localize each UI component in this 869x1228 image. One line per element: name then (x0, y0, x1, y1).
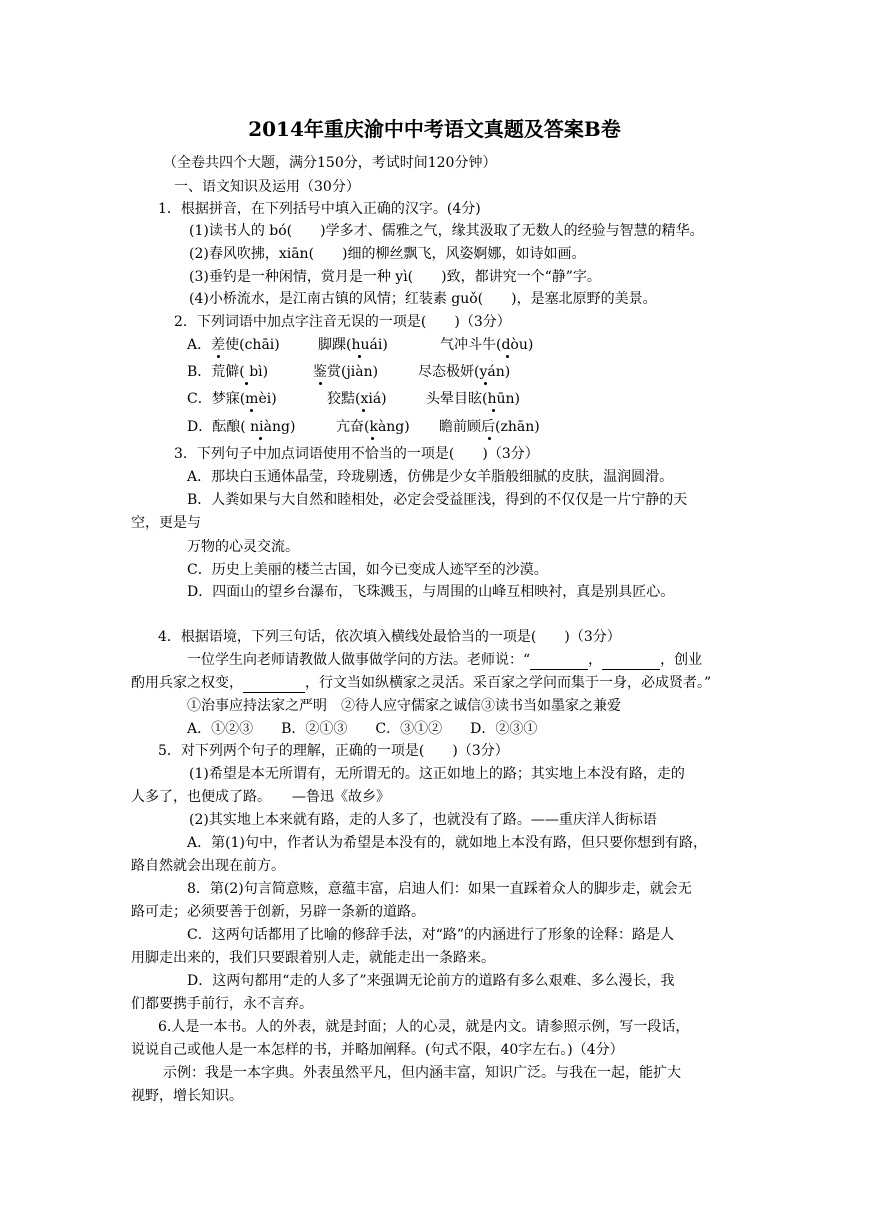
question-5-sentence-1-cont: 人多了，也便成了路。 —鲁迅《故乡》 (131, 789, 390, 805)
document-title: 2014年重庆渝中中考语文真题及答案B卷 (248, 117, 621, 141)
passage-text: ， (588, 652, 603, 668)
dotted-char: 鉴 (313, 364, 327, 380)
question-2-option-d-word2 (336, 418, 410, 436)
word-text: 使(chāi) (225, 337, 280, 353)
dotted-char: 寐(mèi) (225, 391, 277, 407)
option-letter: C． (187, 391, 212, 407)
question-1-stem: 1．根据拼音，在下列括号中填入正确的汉字。(4分) (158, 201, 481, 217)
question-6-stem-cont: 说说自己或他人是一本怎样的书，并略加阐释。(句式不限，40字左右。)（4分） (131, 1042, 624, 1058)
question-4-passage-line1 (187, 651, 702, 670)
question-5-option-c-cont: 用脚走出来的，我们只要跟着别人走，就能走出一条路来。 (131, 950, 495, 966)
question-4-sentences: ①治事应持法家之严明 ②待人应守儒家之诚信③读书当如墨家之兼爱 (187, 698, 621, 714)
dotted-char: 牛(dòu) (482, 337, 534, 353)
question-2-option-d-word3 (439, 418, 540, 436)
question-1-item: (4)小桥流水，是江南古镇的风情；红装素 guǒ( )，是塞北原野的美景。 (189, 291, 657, 307)
word-text: 酝 (212, 419, 227, 435)
dotted-char: 踝(huái) (332, 337, 388, 353)
word-text: 头晕目 (426, 391, 468, 407)
question-2-option-b-word3 (418, 363, 510, 381)
question-6-example-cont: 视野，增长知识。 (131, 1088, 243, 1104)
passage-text: ，创业 (660, 652, 703, 668)
question-2-option-a-word2 (318, 336, 388, 354)
option-letter: A． (187, 337, 212, 353)
word-text: 梦 (211, 391, 226, 407)
question-2-option-c (187, 390, 277, 408)
question-2-option-b-word2 (313, 363, 378, 381)
word-text: 气冲斗 (440, 337, 482, 353)
question-3-option-b-cont: 空，更是与 (131, 515, 201, 531)
question-4-stem: 4．根据语境，下列三句话，依次填入横线处最恰当的一项是( )（3分） (158, 629, 621, 645)
word-text: 尽态极 (418, 364, 460, 380)
question-5-sentence-2: (2)其实地上本来就有路，走的人多了，也就没有了路。——重庆洋人街标语 (189, 812, 657, 828)
question-6-example: 示例：我是一本字典。外表虽然平凡，但内涵丰富，知识广泛。与我在一起，能扩大 (163, 1065, 681, 1081)
question-5-option-d-cont: 们都要携手前行，永不言弃。 (131, 996, 313, 1012)
question-4-options: A．①②③ B．②①③ C．③①② D．②③① (187, 721, 538, 737)
answer-blank[interactable] (530, 651, 588, 670)
dotted-char: 酿( niàng) (226, 419, 296, 435)
question-6-stem: 6.人是一本书。人的外表，就是封面；人的心灵，就是内文。请参照示例，写一段话， (158, 1019, 690, 1035)
question-2-option-d (187, 418, 295, 436)
question-5-option-a-cont: 路自然就会出现在前方。 (131, 858, 285, 874)
question-5-option-a: A．第(1)句中，作者认为希望是本没有的，就如地上本没有路，但只要你想到有路， (187, 835, 707, 851)
question-5-option-b: 8．第(2)句言简意赅，意蕴丰富，启迪人们：如果一直踩着众人的脚步走，就会无 (187, 881, 692, 897)
answer-blank[interactable] (243, 674, 305, 693)
question-4-passage-line2 (131, 674, 711, 693)
question-2-stem: 2．下列词语中加点字注音无误的一项是( )（3分） (174, 314, 511, 330)
question-1-item: (2)春风吹拂，xiān( )细的柳丝飘飞，风姿婀娜，如诗如画。 (189, 246, 586, 262)
question-3-option-b-cont: 万物的心灵交流。 (187, 539, 299, 555)
dotted-char: 瞻前顾后(zhān) (439, 419, 540, 435)
question-3-stem: 3．下列句子中加点词语使用不恰当的一项是( )（3分） (174, 446, 539, 462)
question-1-item: (3)垂钓是一种闲情，赏月是一种 yì( )致，都讲究一个“静”字。 (189, 269, 601, 285)
question-2-option-c-word3 (426, 390, 520, 408)
section-heading: 一、语文知识及运用（30分） (174, 179, 360, 195)
option-letter: D． (187, 419, 213, 435)
option-letter: B． (187, 364, 212, 380)
question-5-option-b-cont: 路可走；必须要善于创新，另辟一条新的道路。 (131, 904, 425, 920)
dotted-char: 僻( bì) (225, 364, 269, 380)
exam-intro: （全卷共四个大题，满分150分，考试时间120分钟） (163, 155, 497, 171)
dotted-char: 妍(yán) (460, 364, 511, 380)
question-1-item: (1)读书人的 bó( )学多才、儒雅之气，缘其汲取了无数人的经验与智慧的精华。 (189, 223, 704, 239)
dotted-char: 黠(xiá) (341, 391, 387, 407)
question-2-option-c-word2 (327, 390, 387, 408)
passage-text: 一位学生向老师请教做人做事做学问的方法。老师说：“ (187, 652, 531, 668)
question-5-sentence-1: (1)希望是本无所谓有，无所谓无的。这正如地上的路；其实地上本没有路，走的 (189, 766, 685, 782)
question-5-stem: 5．对下列两个句子的理解，正确的一项是( )（3分） (158, 743, 509, 759)
passage-text: ，行文当如纵横家之灵活。采百家之学问而集于一身，必成贤者。” (305, 675, 712, 691)
word-text: 脚 (318, 337, 332, 353)
passage-text: 酌用兵家之权变， (131, 675, 243, 691)
question-3-option-d: D．四面山的望乡台瀑布，飞珠溅玉，与周围的山峰互相映衬，真是别具匠心。 (187, 584, 675, 600)
answer-blank[interactable] (602, 651, 660, 670)
question-2-option-b (187, 363, 268, 381)
dotted-char: 差 (211, 337, 226, 353)
question-5-option-d: D．这两句都用“走的人多了”来强调无论前方的道路有多么艰难、多么漫长，我 (187, 973, 675, 989)
question-3-option-b: B．人粪如果与大自然和睦相处，必定会受益匪浅，得到的不仅仅是一片宁静的天 (187, 492, 688, 508)
question-3-option-a: A．那块白玉通体晶莹，玲珑剔透，仿佛是少女羊脂般细腻的皮肤，温润圆滑。 (187, 469, 674, 485)
word-text: 狡 (327, 391, 341, 407)
dotted-char: 眩(hūn) (468, 391, 520, 407)
dotted-char: 亢奋(kàng) (336, 419, 410, 435)
question-3-option-c: C．历史上美丽的楼兰古国，如今已变成人迹罕至的沙漠。 (187, 562, 548, 578)
question-5-option-c: C．这两句话都用了比喻的修辞手法，对“路”的内涵进行了形象的诠释：路是人 (187, 927, 675, 943)
word-text: 赏(jiàn) (327, 364, 379, 380)
question-2-option-a-word3 (440, 336, 533, 354)
word-text: 荒 (211, 364, 226, 380)
question-2-option-a (187, 336, 280, 354)
